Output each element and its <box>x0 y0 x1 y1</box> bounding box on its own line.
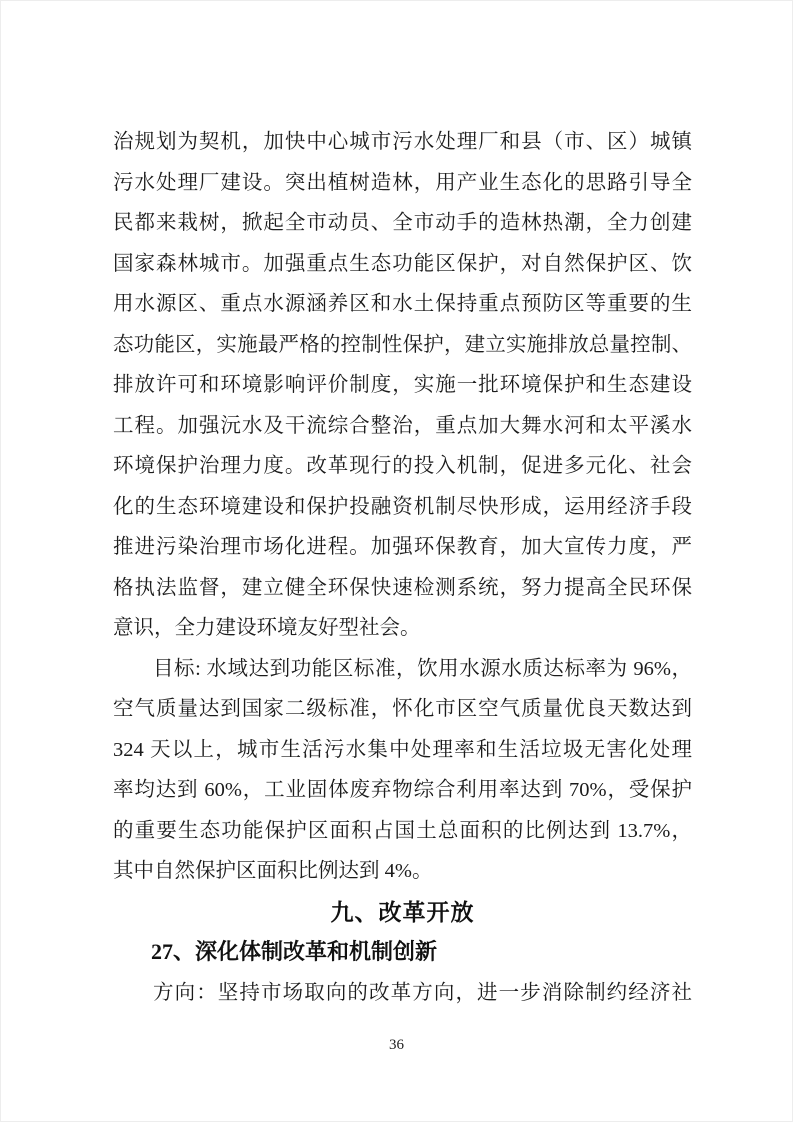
text-line: 目标: 水域达到功能区标准，饮用水源水质达标率为 96%， <box>153 657 692 680</box>
paragraph-environment-protection <box>113 122 692 649</box>
text-line: 空气质量达到国家二级标准，怀化市区空气质量优良天数达到 <box>113 698 692 720</box>
text-line: 率均达到 60%，工业固体废弃物综合利用率达到 70%，受保护 <box>113 779 692 801</box>
text-line: 方向：坚持市场取向的改革方向，进一步消除制约经济社 <box>153 981 692 1004</box>
page-number: 36 <box>389 1037 404 1053</box>
text-line: 用水源区、重点水源涵养区和水土保持重点预防区等重要的生 <box>113 293 692 315</box>
subsection-heading-27: 27、深化体制改革和机制创新 <box>151 939 438 964</box>
text-line: 推进污染治理市场化进程。加强环保教育，加大宣传力度，严 <box>113 536 692 558</box>
text-line: 其中自然保护区面积比例达到 4%。 <box>113 860 433 882</box>
text-line: 民都来栽树，掀起全市动员、全市动手的造林热潮，全力创建 <box>113 212 692 234</box>
text-line: 国家森林城市。加强重点生态功能区保护，对自然保护区、饮 <box>113 252 692 275</box>
text-line: 环境保护治理力度。改革现行的投入机制，促进多元化、社会 <box>113 455 692 477</box>
text-line: 格执法监督，建立健全环保快速检测系统，努力提高全民环保 <box>113 576 692 599</box>
text-line: 污水处理厂建设。突出植树造林，用产业生态化的思路引导全 <box>113 171 692 194</box>
text-line: 排放许可和环境影响评价制度，实施一批环境保护和生态建设 <box>113 374 692 396</box>
paragraph-direction <box>113 973 692 1014</box>
text-line: 工程。加强沅水及干流综合整治，重点加大舞水河和太平溪水 <box>113 414 692 437</box>
text-line: 的重要生态功能保护区面积占国土总面积的比例达到 13.7%， <box>113 819 692 842</box>
text-line: 态功能区，实施最严格的控制性保护，建立实施排放总量控制、 <box>113 333 692 356</box>
text-line: 治规划为契机，加快中心城市污水处理厂和县（市、区）城镇 <box>113 131 692 153</box>
section-heading-reform-opening: 九、改革开放 <box>330 898 475 925</box>
paragraph-goals <box>113 649 692 892</box>
text-line: 化的生态环境建设和保护投融资机制尽快形成，运用经济手段 <box>113 495 692 518</box>
text-line: 意识，全力建设环境友好型社会。 <box>113 617 421 639</box>
document-body <box>113 122 692 1013</box>
text-line: 324 天以上，城市生活污水集中处理率和生活垃圾无害化处理 <box>113 738 692 761</box>
